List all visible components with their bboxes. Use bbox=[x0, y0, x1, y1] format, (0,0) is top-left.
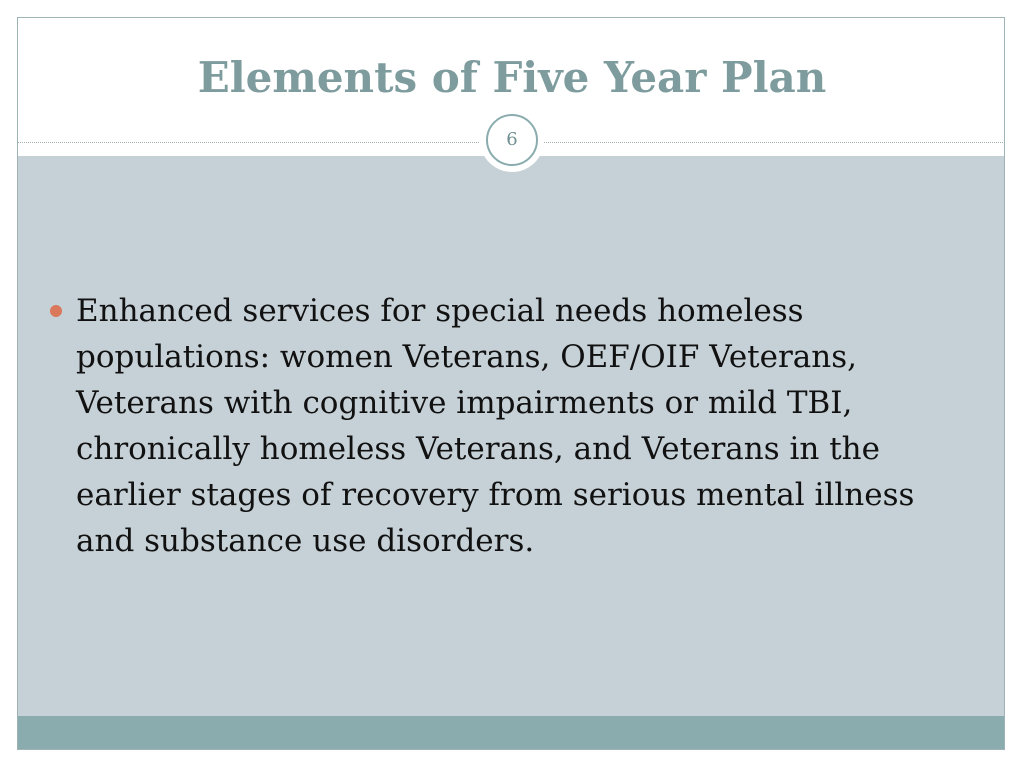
bullet-text: Enhanced services for special needs homeless populations: women Veterans, OEF/OIF Veterans, Veterans with cognitive impairments or mild TBI, chronically homeless Veterans, and Veterans in the earlier stages of recovery from serious mental illness and substance use disorders. bbox=[76, 293, 915, 559]
slide-number: 6 bbox=[486, 114, 538, 166]
slide-frame bbox=[17, 17, 1005, 750]
slide-title: Elements of Five Year Plan bbox=[197, 53, 827, 102]
